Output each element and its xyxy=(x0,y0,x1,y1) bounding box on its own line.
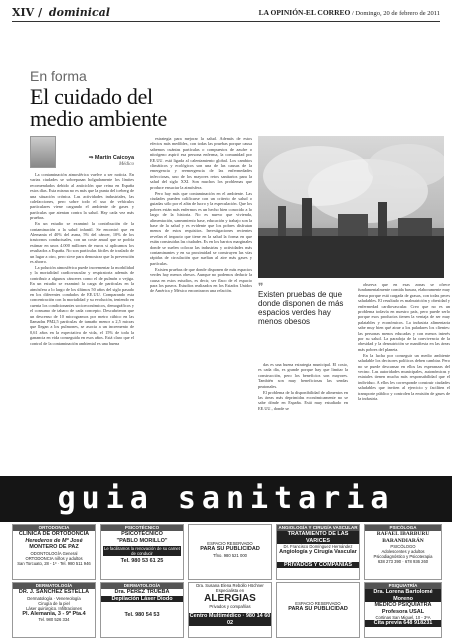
ad-psychiatry[interactable]: PSIQUIATRÍA Dra. Lorena Bartolomé Moreno MÉDICO PSIQUIATRA Profesora USAL Cortinas San Miguel, 10 - 3ºA Cita previa 648 918231 xyxy=(364,582,442,638)
section-name: dominical xyxy=(48,6,110,19)
ad-psychologist[interactable]: PSICÓLOGA RAFAEL IBARBURU BARANDIARÁN PSICÓLOGO Adolescentes y adultos Psicodiagnóstico y Psicoterapia 638 273 390 · 678 936 260 xyxy=(364,524,442,580)
section-label: En forma xyxy=(30,68,87,84)
paragraph: En la lucha por conseguir un medio ambiente saludable los decisores políticos deben cambiar. Pero no se puede descansar en ellos las esperanzas del vecino. Las autoridades municipales, autonómicas y estatales tienen mucha más responsabilidad que el individuo. A ellos les corresponde construir ciudades saludables que inviten al ejercicio y faciliten el transporte público y controlen la emisión de gases de la industria. xyxy=(358,352,450,402)
quote-mark-icon: ❞ xyxy=(258,282,264,293)
author-name: ⇒ Martín Caicoya xyxy=(88,155,134,161)
paragraph: En un estudio se examinó la contribución de la contaminación a la salud infantil. Se encontró que en Alemania el 40% del asma, 5% del cáncer, 10% de los trastornos conductuales, con un coste anual que se podría estimar en unos 4.000 millones de euros si aplicamos los resultados a España. No son partículas fáciles de traslado de un lugar a otro, pero sirve para demostrar que la prevención es ahorro. xyxy=(30,221,134,264)
ad-dermatology-1[interactable]: DERMATOLOGÍA DR. J. SÁNCHEZ ESTELLA Dermatología · Venereología Cirugía de la piel Láser quirúrgico. Infiltraciones Pl. Alemania, 3 - 9º Pta.4 Tel. 980 526 334 xyxy=(12,582,96,638)
article-column-4 xyxy=(358,282,450,462)
guia-sanitaria-banner: guia sanitaria xyxy=(0,476,452,522)
paragraph: Existen pruebas de que donde disponen de más espacios verdes hay menos obesos. Aunque no podemos deducir la causa en estos estudios, es decir, ser flaco de el espacio para los paseos. Estudios realizados en los Estados Unidos de América y México encontraron una relación. xyxy=(150,266,252,294)
paragraph: Pero hay más que contaminación en el ambiente. Las ciudades pueden calificarse con un criterio de salud o guiadas sólo por el afán de lucro y la especulación. Que los pobres están más enfermos es un hecho bien conocido a lo largo de la historia. No es nuevo que vivienda, alimentación, saneamiento base, educación y trabajo son la base de la salud y es evidente que los pobres disfrutan menos de estos requisitos. Investigaciones recientes revelan el impacto que tiene en la salud la forma en que están construidas las ciudades. Es en los barrios marginales donde se suelen colocar las industrias y actividades más contaminantes y en su proximidad se construyen las vías rápidas de circulación que sueltan al aire más gases y partículas. xyxy=(150,190,252,266)
ad-orthodontics[interactable]: ORTODONCIA CLÍNICA DE ORTODONCIA Herederos de Mª José MONTERO DE PAZ ODONTOLOGÍA General ORTODONCIA niños y adultos San Torcuato, 28 - 1º · Tel. 980 511 946 xyxy=(12,524,96,580)
title-line-1: El cuidado del xyxy=(30,84,153,109)
author-role: Médico xyxy=(119,162,134,167)
page-section-title: XIV / dominical xyxy=(12,6,110,19)
article-title xyxy=(30,86,167,130)
article-column-1 xyxy=(30,172,134,462)
industrial-smoke-photo xyxy=(258,136,444,278)
ad-vascular[interactable]: ANGIOLOGÍA Y CIRUGÍA VASCULAR TRATAMIENTO DE LAS VARICES Dr. Francisco Domínguez Hernández Angiología y Cirugía Vascular PRIVADOS Y COMPAÑÍAS xyxy=(276,524,360,580)
author-photo xyxy=(30,136,56,168)
pull-quote: Existen pruebas de que donde disponen de más espacios verdes hay menos obesos xyxy=(258,290,344,326)
ad-allergies[interactable]: Dra. Susana Elena Rebollo Höchner Especialista en ALERGIAS Privados y compañías Centro Multimédico · 980 14 60 02 xyxy=(188,582,272,638)
page-header xyxy=(12,6,440,22)
paragraph: El problema de la disponibilidad de alimentos en las áreas más deprimidas económicamente no se sabe dónde en España. Está muy estudiado en EE.UU., donde se xyxy=(258,389,348,411)
paragraph: das es una buena estrategia municipal. El costo, es cada día, es grande porque hay que limitar la construcción, pero los beneficios son mayores. También son muy beneficiosas las sendas peatonales. xyxy=(258,362,348,389)
paragraph: La contaminación atmosférica vuelve a ser noticia. En varias ciudades se sobrepasan holgadamente los límites recomendados debido al anticiclón que reina en España estos días. Esta misma no es más que la punta del iceberg de una situación crónica. Las actividades industriales, las calefacciones, pero sobre todo el uso de vehículos particulares viene cargando el ambiente de gases y partículas que atentan contra la salud. Hay cada vez más pruebas. xyxy=(30,172,134,221)
paragraph: La polución atmosférica puede incrementar la morbilidad y la mortalidad cardiovascular y respiratoria además de contribuir a algunos cánceres como el de pulmón o vejiga. En un estudio se examinó la carga de partículas en la atmósfera a lo largo de los últimos 50 años del siglo pasado en los diferentes condados de EE.UU. Comparando esta concentración con la mortalidad y su evolución, teniendo en cuenta los condicionantes socioeconómicos, demográficos y el consumo de tabaco de cada concepto. Descubrieron que un descenso de 10 microgramos por metro cúbico en las llamadas PM2,5 partículas de tamaño menor a 2,5 micras que llegan a los pulmones, se asocia a un incremento de 0,61 años en la expectativa de vida, el 15% de toda la ganancia en vida conseguida en esos años. Está claro que el control de la contaminación ambiental es una buena xyxy=(30,264,134,346)
article-column-3 xyxy=(258,362,348,462)
ad-psychotechnical[interactable]: PSICOTÉCNICO PSICOTÉCNICO "PABLO MORILLO" Le facilitamos la renovación de su carnet de conducir Tel. 980 53 61 25 xyxy=(100,524,184,580)
ad-reserved-space-1[interactable]: ESPACIO RESERVADO PARA SU PUBLICIDAD Tfno. 980 521 000 xyxy=(188,524,272,580)
paragraph: observa que en esas zonas se ofrece fundamentalmente comida basura, elaboramente muy densa porque está cargada de grasas, con todas peces saludables. El resultado es malnutrición y obesidad y enfermedad cardiovascular. Creo que no es un problema todavía en nuestro país, pero puede serlo porque esos productos tienen la ventaja de ser muy palatables y económicos. La industria alimentaria sabe muy bien qué atrae a los paladares los clientes: las personas menos educadas y con menos interés por su salud. La paradoja de la convivencia de la obesidad y la desnutrición se manifiesta en las áreas más pobres del planeta. xyxy=(358,282,450,352)
ad-reserved-space-2[interactable]: ESPACIO RESERVADO PARA SU PUBLICIDAD xyxy=(276,582,360,638)
ad-dermatology-2[interactable]: DERMATOLOGÍA Dra. PÉREZ TRUEBA Depilación Láser Diodo Tel. 980 54 53 xyxy=(100,582,184,638)
ads-grid xyxy=(12,524,442,638)
paper-name: LA OPINIÓN-EL CORREO xyxy=(258,8,351,17)
page-number: XIV xyxy=(12,6,35,19)
issue-date: Domingo, 20 de febrero de 2011 xyxy=(355,10,440,17)
paper-info: LA OPINIÓN-EL CORREO / Domingo, 20 de febrero de 2011 xyxy=(258,8,440,17)
paragraph: estrategia para mejorar la salud. Además de estos efectos más medibles, con todas las pruebas porque causa sabemos cuántas partículas o compuestos de azufre o nitrógeno aspiró esa persona enferma, la comunidad por EE.UU. está ligada al calentamiento global. Los cambios climáticos y ecológicos son una de las causas de la emergencia y reemergencia de las enfermedades infecciosas, uno de los mayores retos sanitarios para la salud del siglo XXI. Son muchos los problemas que produce ensuciar la atmósfera. xyxy=(150,136,252,190)
title-line-2: medio ambiente xyxy=(30,106,167,131)
article-column-2 xyxy=(150,136,252,462)
